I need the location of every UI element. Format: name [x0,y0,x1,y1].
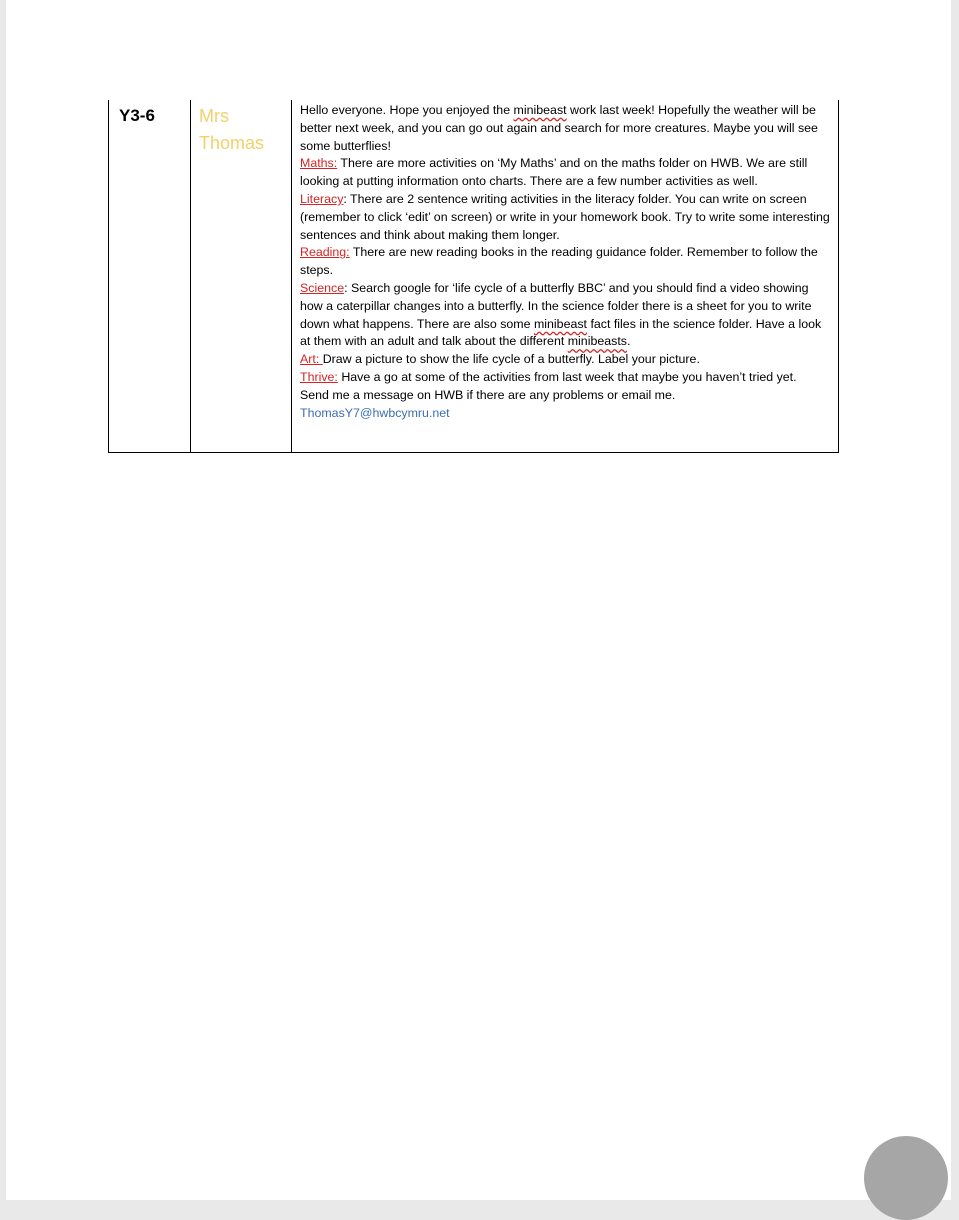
year-cell [109,100,191,452]
email-link[interactable]: ThomasY7@hwbcymru.net [300,405,450,420]
maths-paragraph [300,155,830,191]
intro-spelling-word: minibeast [513,103,567,117]
closing-paragraph: Send me a message on HWB if there are any problems or email me. [300,387,676,402]
art-label: Art: [300,352,323,367]
literacy-text: : There are 2 sentence writing activities in the literacy folder. You can write on screen (remember to click ‘edit’ on screen) or write in your homework book. Try to write some interesting sentences and think about making them longer. [300,191,830,242]
teacher-name-line2: Thomas [199,133,265,153]
email-paragraph [300,405,830,423]
thrive-label: Thrive: [300,369,338,384]
intro-paragraph [300,102,830,155]
class-work-table [108,100,839,453]
thrive-paragraph [300,369,830,387]
document-page [6,0,951,1200]
art-paragraph [300,351,830,369]
intro-text-a: Hello everyone. Hope you enjoyed the [300,103,514,117]
art-text: Draw a picture to show the life cycle of a butterfly. Label your picture. [322,352,700,367]
activities-cell [292,100,838,452]
science-spelling-word-2: minibeasts [567,334,627,349]
maths-label: Maths: [300,156,338,171]
floating-circle-button[interactable] [864,1136,948,1220]
science-text-c: fact files in the science folder. Have a look at them with an adult and talk about the different [300,316,822,349]
year-group-label: Y3-6 [119,106,155,125]
teacher-name-line1: Mrs [199,106,229,126]
science-label: Science [300,280,345,295]
science-paragraph [300,280,830,351]
reading-text: There are new reading books in the reading guidance folder. Remember to follow the steps. [300,245,818,278]
thrive-text: Have a go at some of the activities from last week that maybe you haven’t tried yet. [337,369,797,384]
reading-paragraph [300,244,830,280]
literacy-label: Literacy [300,191,344,206]
science-text-a: : Search google for ‘life cycle of a butterfly BBC’ and you should find a video showing how a caterpillar changes into a butterfly. In the science folder there is a sheet for you to write down what happens. There are also some [300,280,812,331]
maths-text: There are more activities on ‘My Maths’ and on the maths folder on HWB. We are still looking at putting information onto charts. There are a few number activities as well. [300,156,808,189]
intro-text-c: work last week! Hopefully the weather will be better next week, and you can go out again and search for more creatures. Maybe you will see some butterflies! [300,103,818,153]
science-text-e: . [626,334,631,349]
science-spelling-word-1: minibeast [533,316,587,331]
literacy-paragraph [300,191,830,244]
reading-label: Reading: [300,245,350,260]
teacher-cell [191,100,292,452]
